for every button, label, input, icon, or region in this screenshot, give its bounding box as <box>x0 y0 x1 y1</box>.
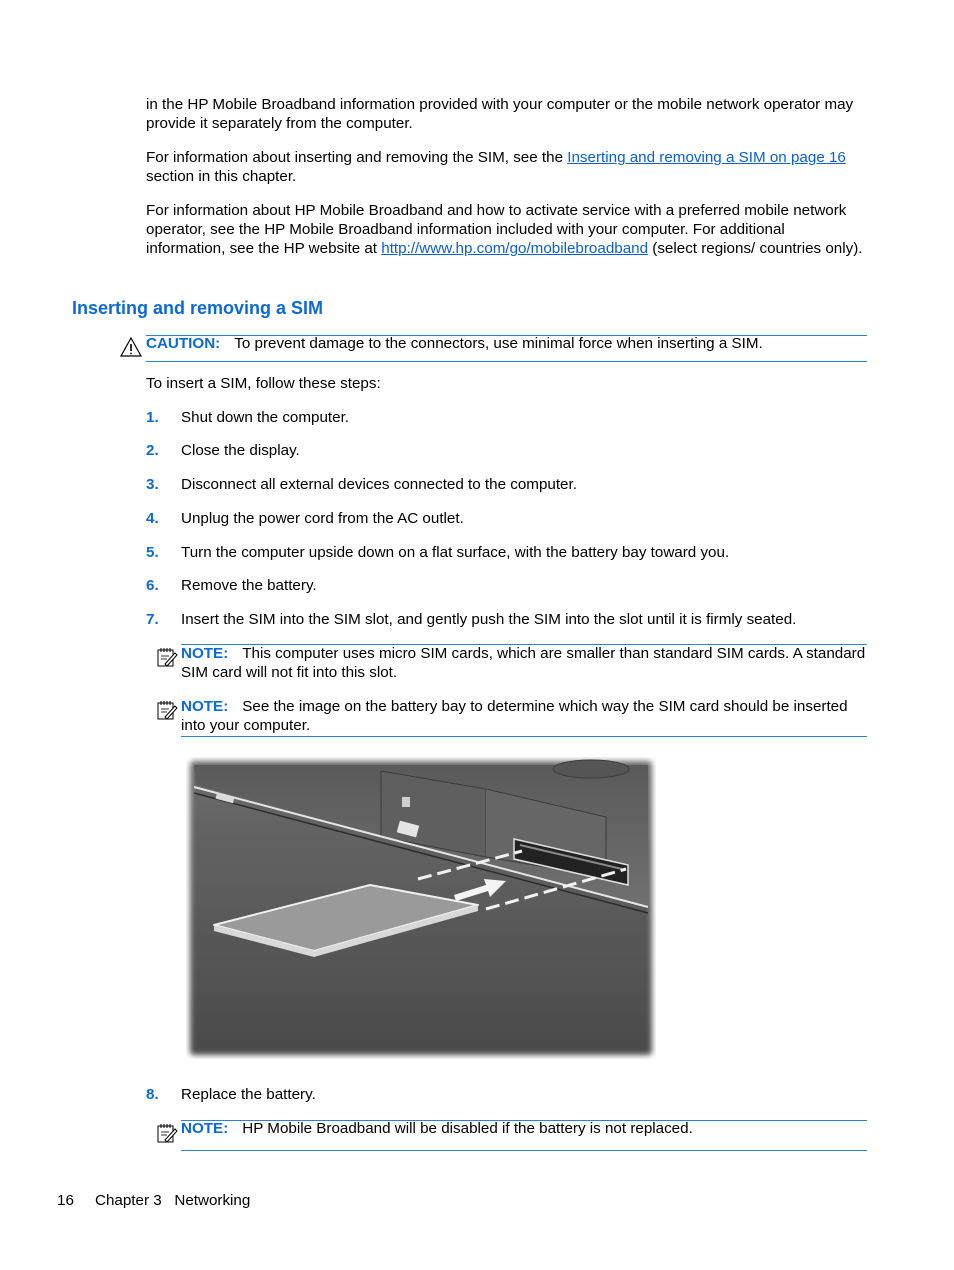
step-number: 8. <box>146 1086 159 1103</box>
sim-section-link[interactable]: Inserting and removing a SIM on page 16 <box>567 149 846 166</box>
section-heading: Inserting and removing a SIM <box>72 298 324 318</box>
step-text: Turn the computer upside down on a flat surface, with the battery bay toward you. <box>181 544 730 561</box>
note-block-1 <box>181 644 867 682</box>
intro-paragraph-3 <box>146 201 868 259</box>
step-text: Unplug the power cord from the AC outlet. <box>181 510 464 527</box>
sim-insertion-illustration <box>186 757 656 1059</box>
caution-warning-icon <box>120 337 142 357</box>
intro-p3-text: For information about HP Mobile Broadband and how to activate service with a preferred mobile network operator, see the HP Mobile Broadband information included with your computer. For additional information, see the HP website at <box>146 202 847 258</box>
note-text: HP Mobile Broadband will be disabled if the battery is not replaced. <box>242 1120 693 1137</box>
note-icon <box>156 646 178 668</box>
step-text: Insert the SIM into the SIM slot, and gently push the SIM into the slot until it is firmly seated. <box>181 611 797 628</box>
page-number: 16 <box>57 1192 74 1209</box>
intro-p2-tail: section in this chapter. <box>146 168 297 186</box>
caution-label: CAUTION: <box>146 335 221 352</box>
step-number: 5. <box>146 544 159 561</box>
note-icon <box>156 699 178 721</box>
note-text: See the image on the battery bay to determine which way the SIM card should be inserted into your computer. <box>181 698 848 735</box>
intro-paragraph-2 <box>146 148 868 186</box>
caution-bottom-rule <box>146 361 867 362</box>
step-text: Replace the battery. <box>181 1086 316 1103</box>
note-bottom-rule <box>181 736 867 737</box>
mobile-broadband-url-link[interactable]: http://www.hp.com/go/mobilebroadband <box>381 240 649 258</box>
note-text: This computer uses micro SIM cards, which are smaller than standard SIM cards. A standard SIM card will not fit into this slot. <box>181 645 866 682</box>
note-bottom-rule <box>181 1150 867 1151</box>
step-text: Remove the battery. <box>181 577 317 594</box>
note-block-2 <box>181 697 867 735</box>
intro-p3-tail: (select regions/ countries only). <box>648 240 863 258</box>
step-number: 7. <box>146 611 159 628</box>
step-number: 1. <box>146 409 159 426</box>
chapter-footer: Chapter 3 Networking <box>95 1192 251 1209</box>
step-number: 2. <box>146 442 159 459</box>
steps-intro: To insert a SIM, follow these steps: <box>146 375 381 392</box>
step-number: 6. <box>146 577 159 594</box>
step-number: 3. <box>146 476 159 493</box>
caution-block <box>146 334 868 353</box>
note-block-3 <box>181 1119 867 1138</box>
step-number: 4. <box>146 510 159 527</box>
note-icon <box>156 1122 178 1144</box>
note-label: NOTE: <box>181 1120 229 1137</box>
step-text: Close the display. <box>181 442 300 459</box>
step-text: Disconnect all external devices connected to the computer. <box>181 476 577 493</box>
intro-paragraph-1: in the HP Mobile Broadband information provided with your computer or the mobile network operator may provide it separately from the computer. <box>146 96 854 133</box>
note-label: NOTE: <box>181 645 229 662</box>
caution-text: To prevent damage to the connectors, use minimal force when inserting a SIM. <box>234 335 763 352</box>
note-label: NOTE: <box>181 698 229 715</box>
intro-p2-text: For information about inserting and removing the SIM, see the <box>146 149 568 166</box>
step-text: Shut down the computer. <box>181 409 350 426</box>
